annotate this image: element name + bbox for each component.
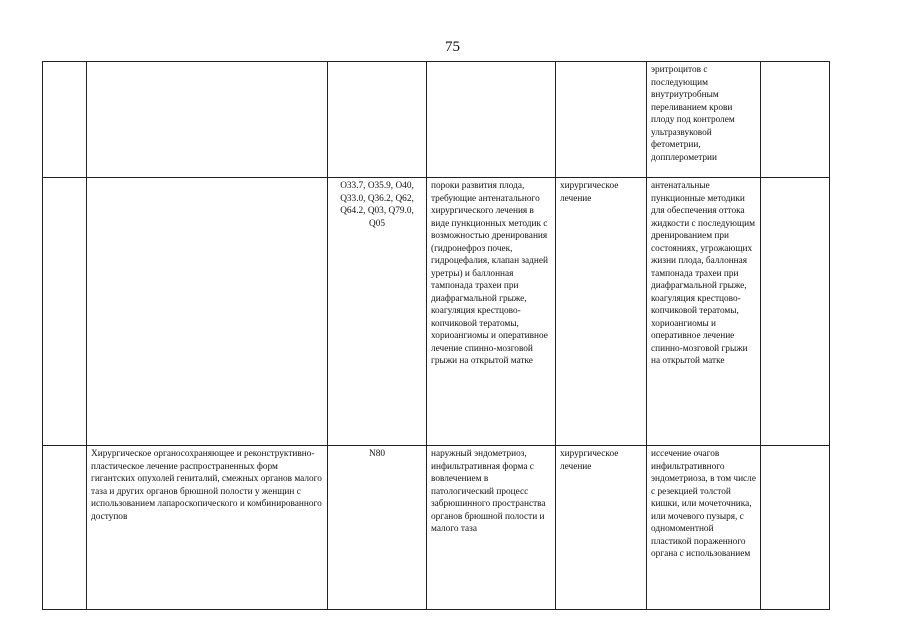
- treatment-type-cell: хирургическое лечение: [556, 178, 647, 446]
- row-number-cell: [43, 178, 87, 446]
- patient-model-cell: наружный эндометриоз, инфильтративная форма с вовлечением в патологический процесс забрюшинного пространства органов брюшной полости и малого таза: [427, 446, 556, 610]
- table-row: [43, 446, 830, 610]
- icd-codes-cell: N80: [328, 446, 427, 610]
- patient-model-cell: [427, 62, 556, 178]
- cost-cell: [761, 178, 830, 446]
- care-type-cell: [87, 178, 328, 446]
- treatment-method-cell: иссечение очагов инфильтративного эндометриоза, в том числе с резекцией толстой кишки, или мочеточника, или мочевого пузыря, с одномоментной пластикой пораженного органа с использованием: [647, 446, 761, 610]
- cost-cell: [761, 62, 830, 178]
- page-number: 75: [445, 39, 460, 55]
- table-row: [43, 62, 830, 178]
- row-number-cell: [43, 446, 87, 610]
- table-row: [43, 178, 830, 446]
- cost-cell: [761, 446, 830, 610]
- treatment-type-cell: [556, 62, 647, 178]
- icd-codes-cell: O33.7, O35.9, O40, Q33.0, Q36.2, Q62, Q64.2, Q03, Q79.0, Q05: [328, 178, 427, 446]
- treatment-method-cell: антенатальные пункционные методики для обеспечения оттока жидкости с последующим дренированием при состояниях, угрожающих жизни плода, баллонная тампонада трахеи при диафрагмальной грыже, коагуляция крестцово-копчиковой тератомы, хориоангиомы и оперативное лечение спинно-мозговой грыжи на открытой матке: [647, 178, 761, 446]
- care-type-cell: [87, 62, 328, 178]
- row-number-cell: [43, 62, 87, 178]
- patient-model-cell: пороки развития плода, требующие антенатального хирургического лечения в виде пункционных методик с возможностью дренирования (гидронефроз почек, гидроцефалия, клапан задней уретры) и баллонная тампонада трахеи при диафрагмальной грыже, коагуляция крестцово-копчиковой тератомы, хориоангиомы и оперативное лечение спинно-мозговой грыжи на открытой матке: [427, 178, 556, 446]
- medical-care-table: [42, 61, 830, 610]
- treatment-type-cell: хирургическое лечение: [556, 446, 647, 610]
- treatment-method-cell: эритроцитов с последующим внутриутробным переливанием крови плоду под контролем ультразвуковой фетометрии, допплерометрии: [647, 62, 761, 178]
- care-type-cell: Хирургическое органосохраняющее и реконструктивно-пластическое лечение распространенных форм гигантских опухолей гениталий, смежных органов малого таза и других органов брюшной полости у женщин с использованием лапароскопического и комбинированного доступов: [87, 446, 328, 610]
- icd-codes-cell: [328, 62, 427, 178]
